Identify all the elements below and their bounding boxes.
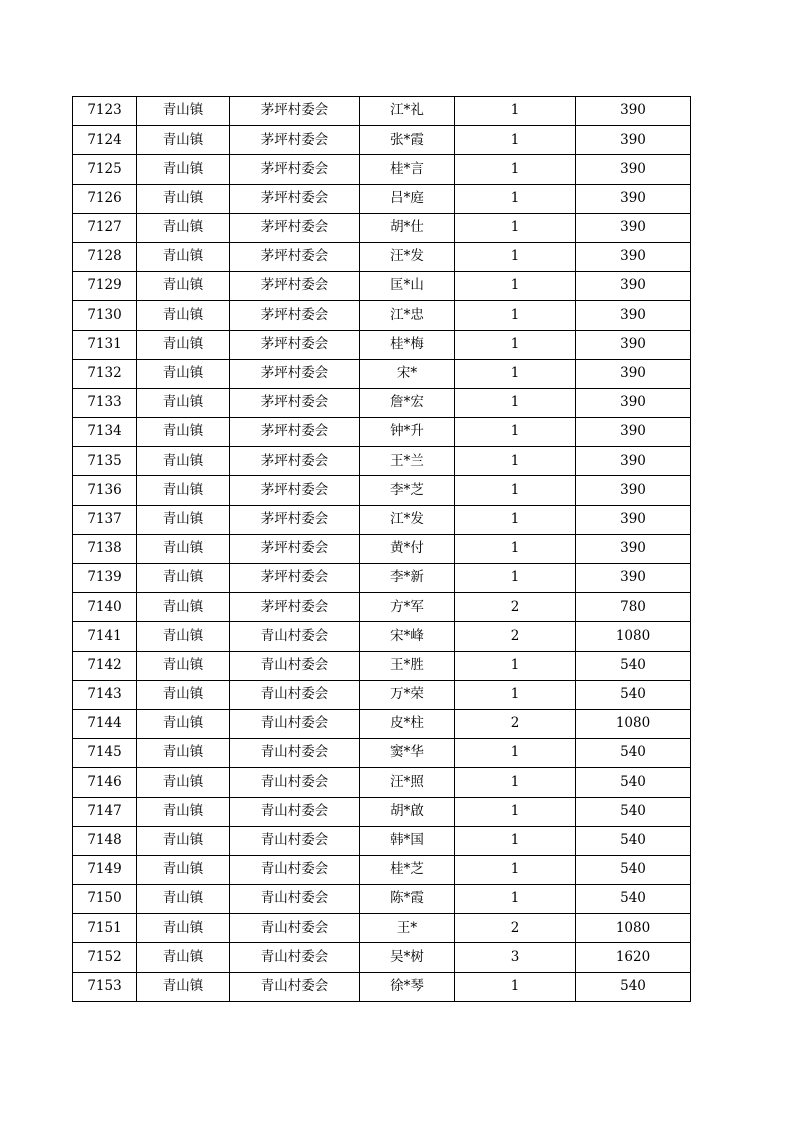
amount-cell: 780 — [576, 593, 691, 622]
amount-cell: 390 — [576, 272, 691, 301]
table-row — [73, 972, 691, 1001]
amount-cell: 390 — [576, 564, 691, 593]
person-name-cell: 窦*华 — [360, 739, 455, 768]
person-count-cell: 1 — [455, 155, 576, 184]
town-cell: 青山镇 — [137, 184, 230, 213]
town-cell: 青山镇 — [137, 330, 230, 359]
person-count-cell: 1 — [455, 797, 576, 826]
amount-cell: 540 — [576, 826, 691, 855]
village-committee-cell: 青山村委会 — [230, 709, 360, 738]
table-row — [73, 184, 691, 213]
town-cell: 青山镇 — [137, 797, 230, 826]
serial-number-cell: 7149 — [73, 855, 137, 884]
village-committee-cell: 茅坪村委会 — [230, 564, 360, 593]
person-name-cell: 汪*发 — [360, 242, 455, 271]
table-row — [73, 242, 691, 271]
person-name-cell: 徐*琴 — [360, 972, 455, 1001]
table-row — [73, 447, 691, 476]
serial-number-cell: 7148 — [73, 826, 137, 855]
person-name-cell: 李*新 — [360, 564, 455, 593]
town-cell: 青山镇 — [137, 709, 230, 738]
town-cell: 青山镇 — [137, 855, 230, 884]
table-row — [73, 855, 691, 884]
person-name-cell: 江*发 — [360, 505, 455, 534]
serial-number-cell: 7143 — [73, 680, 137, 709]
village-committee-cell: 青山村委会 — [230, 943, 360, 972]
amount-cell: 390 — [576, 155, 691, 184]
amount-cell: 390 — [576, 301, 691, 330]
table-row — [73, 622, 691, 651]
table-row — [73, 155, 691, 184]
amount-cell: 390 — [576, 534, 691, 563]
person-name-cell: 桂*言 — [360, 155, 455, 184]
village-committee-cell: 茅坪村委会 — [230, 534, 360, 563]
serial-number-cell: 7146 — [73, 768, 137, 797]
amount-cell: 390 — [576, 505, 691, 534]
village-committee-cell: 茅坪村委会 — [230, 505, 360, 534]
serial-number-cell: 7132 — [73, 359, 137, 388]
person-name-cell: 胡*啟 — [360, 797, 455, 826]
person-count-cell: 1 — [455, 126, 576, 155]
person-count-cell: 1 — [455, 447, 576, 476]
person-count-cell: 2 — [455, 593, 576, 622]
serial-number-cell: 7140 — [73, 593, 137, 622]
serial-number-cell: 7139 — [73, 564, 137, 593]
table-row — [73, 388, 691, 417]
person-name-cell: 江*忠 — [360, 301, 455, 330]
serial-number-cell: 7151 — [73, 914, 137, 943]
town-cell: 青山镇 — [137, 301, 230, 330]
serial-number-cell: 7141 — [73, 622, 137, 651]
serial-number-cell: 7152 — [73, 943, 137, 972]
village-committee-cell: 茅坪村委会 — [230, 155, 360, 184]
serial-number-cell: 7150 — [73, 885, 137, 914]
village-committee-cell: 茅坪村委会 — [230, 593, 360, 622]
table-row — [73, 534, 691, 563]
person-name-cell: 陈*霞 — [360, 885, 455, 914]
town-cell: 青山镇 — [137, 534, 230, 563]
table-body — [73, 97, 691, 1002]
table-row — [73, 301, 691, 330]
village-committee-cell: 茅坪村委会 — [230, 272, 360, 301]
person-name-cell: 桂*梅 — [360, 330, 455, 359]
serial-number-cell: 7130 — [73, 301, 137, 330]
village-committee-cell: 青山村委会 — [230, 797, 360, 826]
table-row — [73, 476, 691, 505]
person-count-cell: 1 — [455, 768, 576, 797]
table-row — [73, 739, 691, 768]
table-row — [73, 914, 691, 943]
person-name-cell: 万*荣 — [360, 680, 455, 709]
serial-number-cell: 7124 — [73, 126, 137, 155]
village-committee-cell: 青山村委会 — [230, 680, 360, 709]
person-name-cell: 张*霞 — [360, 126, 455, 155]
village-committee-cell: 青山村委会 — [230, 855, 360, 884]
table-row — [73, 272, 691, 301]
table-row — [73, 418, 691, 447]
table-row — [73, 359, 691, 388]
town-cell: 青山镇 — [137, 242, 230, 271]
town-cell: 青山镇 — [137, 418, 230, 447]
town-cell: 青山镇 — [137, 476, 230, 505]
amount-cell: 540 — [576, 739, 691, 768]
table-row — [73, 505, 691, 534]
person-count-cell: 1 — [455, 826, 576, 855]
village-committee-cell: 青山村委会 — [230, 622, 360, 651]
town-cell: 青山镇 — [137, 126, 230, 155]
serial-number-cell: 7137 — [73, 505, 137, 534]
person-count-cell: 3 — [455, 943, 576, 972]
town-cell: 青山镇 — [137, 359, 230, 388]
amount-cell: 540 — [576, 651, 691, 680]
amount-cell: 1620 — [576, 943, 691, 972]
person-name-cell: 匡*山 — [360, 272, 455, 301]
serial-number-cell: 7123 — [73, 97, 137, 126]
person-name-cell: 黄*付 — [360, 534, 455, 563]
amount-cell: 390 — [576, 213, 691, 242]
town-cell: 青山镇 — [137, 388, 230, 417]
town-cell: 青山镇 — [137, 826, 230, 855]
person-count-cell: 1 — [455, 651, 576, 680]
village-committee-cell: 茅坪村委会 — [230, 330, 360, 359]
serial-number-cell: 7135 — [73, 447, 137, 476]
person-count-cell: 1 — [455, 739, 576, 768]
person-name-cell: 王* — [360, 914, 455, 943]
village-committee-cell: 茅坪村委会 — [230, 301, 360, 330]
person-name-cell: 李*芝 — [360, 476, 455, 505]
person-count-cell: 1 — [455, 184, 576, 213]
town-cell: 青山镇 — [137, 622, 230, 651]
village-committee-cell: 茅坪村委会 — [230, 418, 360, 447]
village-committee-cell: 青山村委会 — [230, 768, 360, 797]
village-committee-cell: 茅坪村委会 — [230, 359, 360, 388]
table-row — [73, 593, 691, 622]
amount-cell: 540 — [576, 768, 691, 797]
person-count-cell: 2 — [455, 709, 576, 738]
town-cell: 青山镇 — [137, 593, 230, 622]
table-row — [73, 564, 691, 593]
person-count-cell: 1 — [455, 680, 576, 709]
town-cell: 青山镇 — [137, 155, 230, 184]
village-committee-cell: 青山村委会 — [230, 739, 360, 768]
village-committee-cell: 青山村委会 — [230, 651, 360, 680]
serial-number-cell: 7138 — [73, 534, 137, 563]
amount-cell: 1080 — [576, 914, 691, 943]
amount-cell: 540 — [576, 885, 691, 914]
person-name-cell: 詹*宏 — [360, 388, 455, 417]
village-committee-cell: 茅坪村委会 — [230, 97, 360, 126]
village-committee-cell: 青山村委会 — [230, 972, 360, 1001]
amount-cell: 390 — [576, 126, 691, 155]
serial-number-cell: 7142 — [73, 651, 137, 680]
amount-cell: 390 — [576, 330, 691, 359]
serial-number-cell: 7147 — [73, 797, 137, 826]
amount-cell: 390 — [576, 447, 691, 476]
serial-number-cell: 7125 — [73, 155, 137, 184]
serial-number-cell: 7127 — [73, 213, 137, 242]
amount-cell: 1080 — [576, 709, 691, 738]
amount-cell: 390 — [576, 418, 691, 447]
village-committee-cell: 茅坪村委会 — [230, 447, 360, 476]
person-name-cell: 宋* — [360, 359, 455, 388]
serial-number-cell: 7145 — [73, 739, 137, 768]
table-row — [73, 126, 691, 155]
person-count-cell: 1 — [455, 388, 576, 417]
person-count-cell: 1 — [455, 476, 576, 505]
table-row — [73, 651, 691, 680]
town-cell: 青山镇 — [137, 680, 230, 709]
person-count-cell: 1 — [455, 534, 576, 563]
town-cell: 青山镇 — [137, 972, 230, 1001]
town-cell: 青山镇 — [137, 272, 230, 301]
person-name-cell: 吴*树 — [360, 943, 455, 972]
table-row — [73, 885, 691, 914]
person-count-cell: 1 — [455, 97, 576, 126]
serial-number-cell: 7129 — [73, 272, 137, 301]
village-committee-cell: 茅坪村委会 — [230, 213, 360, 242]
person-name-cell: 胡*仕 — [360, 213, 455, 242]
town-cell: 青山镇 — [137, 885, 230, 914]
serial-number-cell: 7153 — [73, 972, 137, 1001]
town-cell: 青山镇 — [137, 651, 230, 680]
serial-number-cell: 7128 — [73, 242, 137, 271]
person-count-cell: 1 — [455, 505, 576, 534]
village-committee-cell: 茅坪村委会 — [230, 476, 360, 505]
person-count-cell: 1 — [455, 972, 576, 1001]
person-name-cell: 皮*柱 — [360, 709, 455, 738]
table-row — [73, 213, 691, 242]
person-count-cell: 1 — [455, 301, 576, 330]
person-name-cell: 韩*国 — [360, 826, 455, 855]
table-row — [73, 826, 691, 855]
person-count-cell: 2 — [455, 622, 576, 651]
person-count-cell: 1 — [455, 418, 576, 447]
person-count-cell: 1 — [455, 213, 576, 242]
person-count-cell: 1 — [455, 885, 576, 914]
serial-number-cell: 7133 — [73, 388, 137, 417]
serial-number-cell: 7136 — [73, 476, 137, 505]
amount-cell: 540 — [576, 855, 691, 884]
serial-number-cell: 7131 — [73, 330, 137, 359]
serial-number-cell: 7126 — [73, 184, 137, 213]
amount-cell: 390 — [576, 388, 691, 417]
town-cell: 青山镇 — [137, 447, 230, 476]
village-committee-cell: 青山村委会 — [230, 885, 360, 914]
village-committee-cell: 茅坪村委会 — [230, 388, 360, 417]
amount-cell: 390 — [576, 242, 691, 271]
person-count-cell: 2 — [455, 914, 576, 943]
person-name-cell: 钟*升 — [360, 418, 455, 447]
table-row — [73, 797, 691, 826]
table-row — [73, 709, 691, 738]
person-count-cell: 1 — [455, 855, 576, 884]
person-name-cell: 宋*峰 — [360, 622, 455, 651]
village-committee-cell: 青山村委会 — [230, 826, 360, 855]
amount-cell: 390 — [576, 184, 691, 213]
amount-cell: 390 — [576, 359, 691, 388]
town-cell: 青山镇 — [137, 213, 230, 242]
person-name-cell: 王*兰 — [360, 447, 455, 476]
person-name-cell: 桂*芝 — [360, 855, 455, 884]
town-cell: 青山镇 — [137, 505, 230, 534]
amount-cell: 540 — [576, 797, 691, 826]
table-row — [73, 330, 691, 359]
serial-number-cell: 7144 — [73, 709, 137, 738]
town-cell: 青山镇 — [137, 564, 230, 593]
person-name-cell: 江*礼 — [360, 97, 455, 126]
serial-number-cell: 7134 — [73, 418, 137, 447]
town-cell: 青山镇 — [137, 97, 230, 126]
person-count-cell: 1 — [455, 359, 576, 388]
data-table — [72, 96, 691, 1002]
town-cell: 青山镇 — [137, 943, 230, 972]
table-row — [73, 680, 691, 709]
person-count-cell: 1 — [455, 272, 576, 301]
town-cell: 青山镇 — [137, 768, 230, 797]
table-row — [73, 943, 691, 972]
village-committee-cell: 茅坪村委会 — [230, 184, 360, 213]
person-count-cell: 1 — [455, 330, 576, 359]
person-count-cell: 1 — [455, 564, 576, 593]
person-name-cell: 方*军 — [360, 593, 455, 622]
village-committee-cell: 茅坪村委会 — [230, 242, 360, 271]
table-row — [73, 768, 691, 797]
amount-cell: 390 — [576, 476, 691, 505]
person-name-cell: 王*胜 — [360, 651, 455, 680]
amount-cell: 1080 — [576, 622, 691, 651]
amount-cell: 540 — [576, 680, 691, 709]
village-committee-cell: 青山村委会 — [230, 914, 360, 943]
person-count-cell: 1 — [455, 242, 576, 271]
village-committee-cell: 茅坪村委会 — [230, 126, 360, 155]
person-name-cell: 汪*照 — [360, 768, 455, 797]
person-name-cell: 吕*庭 — [360, 184, 455, 213]
town-cell: 青山镇 — [137, 914, 230, 943]
table-row — [73, 97, 691, 126]
town-cell: 青山镇 — [137, 739, 230, 768]
amount-cell: 390 — [576, 97, 691, 126]
amount-cell: 540 — [576, 972, 691, 1001]
